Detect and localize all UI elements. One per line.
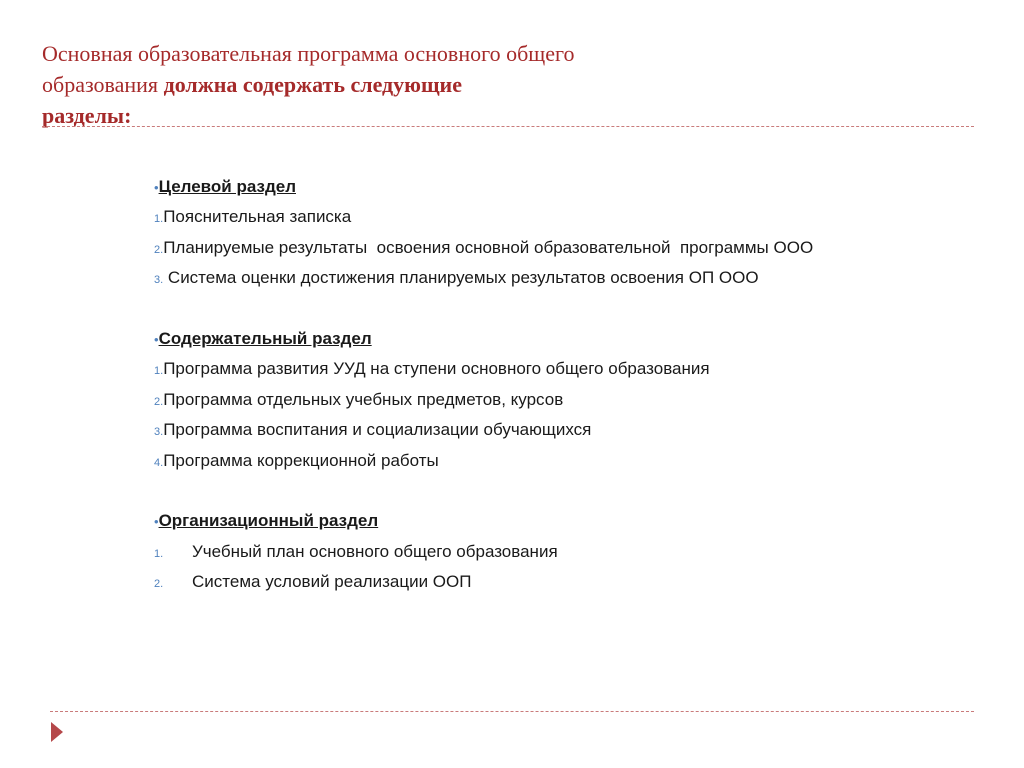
title-line-3: разделы: xyxy=(42,103,132,128)
list-item xyxy=(154,263,994,293)
list-item-number: 1. xyxy=(154,365,164,378)
bullet-icon: • xyxy=(154,331,159,347)
section-heading-label: Содержательный раздел xyxy=(158,328,372,348)
list-item xyxy=(154,202,994,232)
title-line-2-normal: образования xyxy=(42,72,164,97)
bullet-icon: • xyxy=(154,514,159,530)
section-gap xyxy=(154,294,994,324)
slide-title xyxy=(42,38,742,131)
list-item-text: Учебный план основного общего образования xyxy=(192,541,558,561)
list-item-number: 1. xyxy=(154,547,164,560)
list-item-text: Планируемые результаты освоения основной образовательной программы ООО xyxy=(163,237,814,257)
list-item-text: Программа воспитания и социализации обучающихся xyxy=(163,420,592,440)
section-heading-label: Организационный раздел xyxy=(158,511,379,531)
list-item-text: Система оценки достижения планируемых результатов освоения ОП ООО xyxy=(163,268,759,288)
list-item-number: 2. xyxy=(154,578,164,591)
section-heading-label: Целевой раздел xyxy=(158,177,296,196)
list-item xyxy=(154,446,994,476)
bullet-icon: • xyxy=(154,180,159,195)
list-item xyxy=(154,354,994,384)
section-gap xyxy=(154,476,994,506)
title-divider xyxy=(42,126,974,127)
list-item-number: 3. xyxy=(154,274,164,287)
list-item-number: 2. xyxy=(154,243,164,256)
list-item xyxy=(154,385,994,415)
list-item-text: Система условий реализации ООП xyxy=(192,572,472,592)
list-item-number: 4. xyxy=(154,456,164,469)
title-line-1: Основная образовательная программа основного общего xyxy=(42,41,575,66)
list-item xyxy=(154,233,994,263)
list-item xyxy=(154,537,994,567)
section-heading-content xyxy=(154,324,994,354)
next-arrow-icon[interactable] xyxy=(51,722,63,742)
slide-body xyxy=(154,172,994,597)
list-item-number: 3. xyxy=(154,426,164,439)
list-item-number: 1. xyxy=(154,213,164,226)
list-item-text: Программа развития УУД на ступени основного общего образования xyxy=(163,359,710,379)
footer-divider xyxy=(50,711,974,712)
title-line-2-bold: должна содержать следующие xyxy=(163,72,462,97)
section-heading-target xyxy=(154,172,994,202)
list-item-text: Пояснительная записка xyxy=(163,207,352,227)
list-item-text: Программа отдельных учебных предметов, курсов xyxy=(163,389,564,409)
list-item xyxy=(154,415,994,445)
list-item-number: 2. xyxy=(154,395,164,408)
list-item xyxy=(154,567,994,597)
title-line-2 xyxy=(42,69,742,100)
section-heading-organizational xyxy=(154,506,994,536)
list-item-text: Программа коррекционной работы xyxy=(163,450,439,470)
